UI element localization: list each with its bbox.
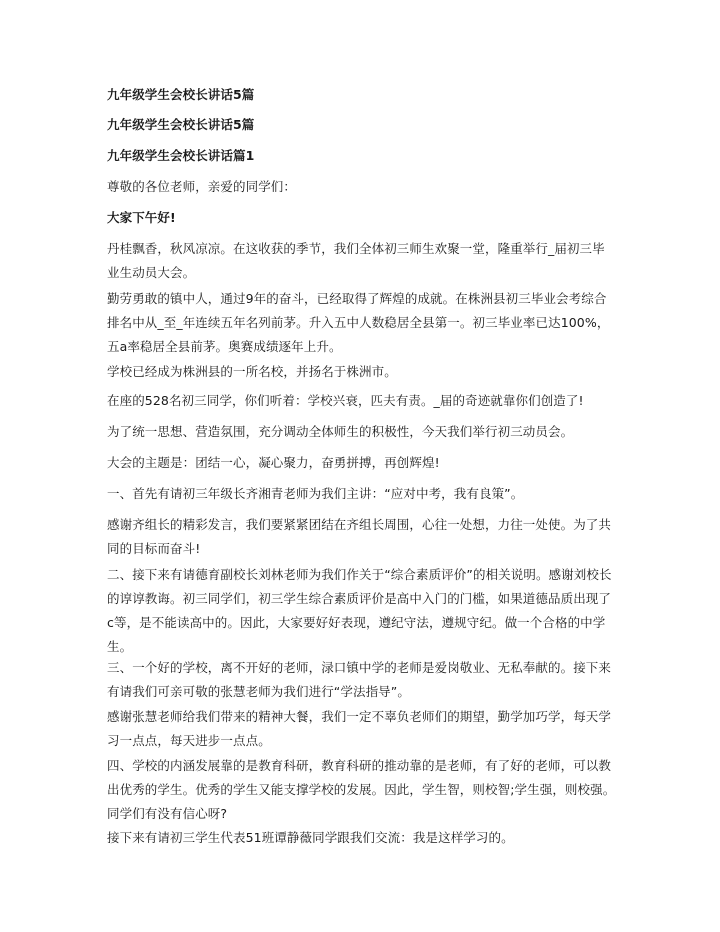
body-paragraph: 大会的主题是：团结一心，凝心聚力，奋勇拼搏，再创辉煌! [107,455,440,470]
body-paragraph: 接下来有请初三学生代表51班谭静薇同学跟我们交流：我是这样学习的。 [107,830,514,845]
body-paragraph: 四、学校的内涵发展靠的是教育科研，教育科研的推动靠的是老师，有了好的老师，可以教出优秀的学生。优秀的学生又能支撑学校的发展。因此，学生智，则校智;学生强，则校强。同学们有没有信心呀? [107,758,616,821]
body-paragraph: 一、首先有请初三年级长齐湘青老师为我们主讲：“应对中考，我有良策”。 [107,486,524,501]
document-subtitle: 九年级学生会校长讲话5篇 [107,117,255,132]
body-paragraph: 感谢齐组长的精彩发言，我们要紧紧团结在齐组长周围，心往一处想，力往一处使。为了共同的目标而奋斗! [107,517,612,556]
greeting: 大家下午好! [107,210,176,225]
document-title: 九年级学生会校长讲话5篇 [107,87,255,102]
body-paragraph: 勤劳勇敢的镇中人，通过9年的奋斗，已经取得了辉煌的成就。在株洲县初三毕业会考综合排名中从_至_年连续五年名列前茅。升入五中人数稳居全县第一。初三毕业率已达100%，五a率稳居全县前茅。奥赛成绩逐年上升。 [107,291,610,354]
salutation: 尊敬的各位老师，亲爱的同学们： [107,179,297,194]
body-paragraph: 丹桂飘香，秋风凉凉。在这收获的季节，我们全体初三师生欢聚一堂，隆重举行_届初三毕业生动员大会。 [107,241,605,280]
section-heading: 九年级学生会校长讲话篇1 [107,148,255,163]
body-paragraph: 三、一个好的学校，离不开好的老师，渌口镇中学的老师是爱岗敬业、无私奉献的。接下来有请我们可亲可敬的张慧老师为我们进行“学法指导”。 [107,660,612,699]
body-paragraph: 在座的528名初三同学，你们听着：学校兴衰，匹夫有责。_届的奇迹就靠你们创造了! [107,393,584,408]
body-paragraph: 为了统一思想、营造氛围，充分调动全体师生的积极性，今天我们举行初三动员会。 [107,424,574,439]
body-paragraph: 学校已经成为株洲县的一所名校，并扬名于株洲市。 [107,364,397,379]
body-paragraph: 二、接下来有请德育副校长刘林老师为我们作关于“综合素质评价”的相关说明。感谢刘校长的谆谆教诲。初三同学们，初三学生综合素质评价是高中入门的门槛，如果道德品质出现了c等，是不能读高中的。因此，大家要好好表现，遵纪守法，遵规守纪。做一个合格的中学生。 [107,567,612,654]
body-paragraph: 感谢张慧老师给我们带来的精神大餐，我们一定不辜负老师们的期望，勤学加巧学，每天学习一点点，每天进步一点点。 [107,709,612,748]
